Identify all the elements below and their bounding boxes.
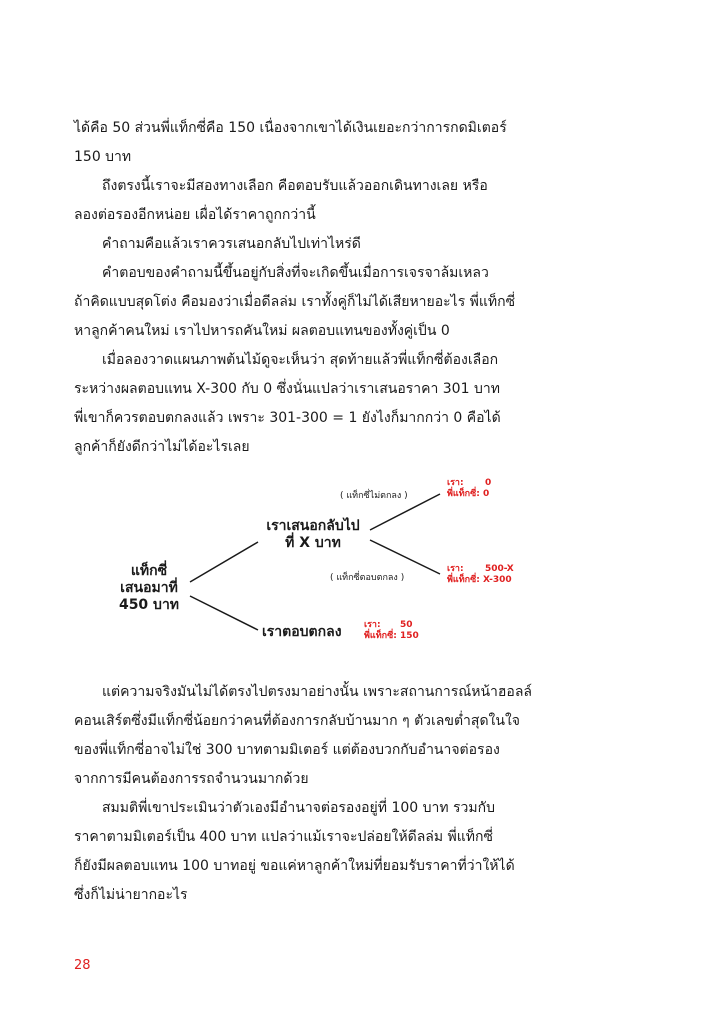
- payoff-taxi-value: 150: [399, 631, 419, 641]
- text-line: คำถามคือแล้วเราควรเสนอกลับไปเท่าไหร่ดี: [102, 236, 361, 252]
- text-line: แต่ความจริงมันไม่ได้ตรงไปตรงมาอย่างนั้น เพราะสถานการณ์หน้าฮอลล์: [102, 684, 532, 700]
- payoff-accept: [364, 620, 419, 642]
- text-line: คำตอบของคำถามนี้ขึ้นอยู่กับสิ่งที่จะเกิดขึ้นเมื่อการเจรจาล้มเหลว: [102, 265, 489, 281]
- payoff-us-label: เรา:: [447, 564, 464, 574]
- paragraph-7: [74, 794, 562, 910]
- edge-root-to-counter: [190, 542, 258, 582]
- root-node: [112, 563, 186, 614]
- accept-node: เราตอบตกลง: [262, 624, 342, 640]
- payoff-taxi-label: พี่แท็กซี่:: [447, 575, 480, 585]
- payoff-us-value: 500-X: [485, 564, 514, 574]
- text-line: จากการมีคนต้องการรถจำนวนมากด้วย: [74, 771, 309, 787]
- payoff-taxi-value: 0: [482, 489, 490, 499]
- text-line: ลูกค้าก็ยังดีกว่าไม่ได้อะไรเลย: [74, 439, 250, 455]
- text-line: ได้คือ 50 ส่วนพี่แท็กซี่คือ 150 เนื่องจากเขาได้เงินเยอะกว่าการกดมิเตอร์: [74, 120, 507, 136]
- text-line: คอนเสิร์ตซึ่งมีแท็กซี่น้อยกว่าคนที่ต้องการกลับบ้านมาก ๆ ตัวเลขต่ำสุดในใจ: [74, 713, 520, 729]
- text-line: ราคาตามมิเตอร์เป็น 400 บาท แปลว่าแม้เราจะปล่อยให้ดีลล่ม พี่แท็กซี่: [74, 829, 493, 845]
- accept-edge-label: ( แท็กซี่ตอบตกลง ): [330, 573, 405, 583]
- text-line: ถึงตรงนี้เราจะมีสองทางเลือก คือตอบรับแล้วออกเดินทางเลย หรือ: [102, 178, 488, 194]
- paragraph-5: [74, 346, 562, 462]
- payoff-counter-accept: [447, 564, 514, 586]
- text-line: ลองต่อรองอีกหน่อย เผื่อได้ราคาถูกกว่านี้: [74, 207, 316, 223]
- text-line: ถ้าคิดแบบสุดโต่ง คือมองว่าเมื่อดีลล่ม เราทั้งคู่ก็ไม่ได้เสียหายอะไร พี่แท็กซี่: [74, 294, 516, 310]
- text-line: เมื่อลองวาดแผนภาพต้นไม้ดูจะเห็นว่า สุดท้ายแล้วพี่แท็กซี่ต้องเลือก: [102, 352, 499, 368]
- payoff-taxi-label: พี่แท็กซี่:: [364, 631, 397, 641]
- text-line: 150 บาท: [74, 149, 132, 165]
- paragraph-6: [74, 678, 562, 794]
- payoff-us-label: เรา:: [364, 620, 381, 630]
- edge-root-to-accept: [190, 596, 258, 630]
- root-node-line: เสนอมาที่: [120, 580, 178, 596]
- paragraph-1: [74, 114, 562, 172]
- text-line: พี่เขาก็ควรตอบตกลงแล้ว เพราะ 301-300 = 1 ยังไงก็มากกว่า 0 คือได้: [74, 410, 501, 426]
- game-tree-diagram: [0, 470, 707, 650]
- root-node-line: แท็กซี่: [130, 563, 168, 579]
- payoff-us-value: 50: [400, 620, 413, 630]
- counter-offer-line: ที่ X บาท: [285, 535, 341, 551]
- reject-edge-label: ( แท็กซี่ไม่ตกลง ): [340, 491, 408, 501]
- payoff-us-label: เรา:: [447, 478, 464, 488]
- paragraph-2: [74, 172, 562, 230]
- text-line: ก็ยังมีผลตอบแทน 100 บาทอยู่ ขอแค่หาลูกค้าใหม่ที่ยอมรับราคาที่ว่าให้ได้: [74, 858, 515, 874]
- page-number: 28: [74, 958, 91, 973]
- payoff-taxi-label: พี่แท็กซี่:: [447, 489, 480, 499]
- paragraph-3: [74, 230, 562, 259]
- counter-offer-line: เราเสนอกลับไป: [266, 518, 360, 534]
- counter-offer-node: [254, 518, 372, 552]
- text-line: ของพี่แท็กซี่อาจไม่ใช่ 300 บาทตามมิเตอร์ แต่ต้องบวกกับอำนาจต่อรอง: [74, 742, 500, 758]
- payoff-taxi-value: X-300: [482, 575, 512, 585]
- edge-counter-to-accept: [370, 540, 440, 574]
- payoff-reject: [447, 478, 491, 500]
- text-line: ระหว่างผลตอบแทน X-300 กับ 0 ซึ่งนั่นแปลว่าเราเสนอราคา 301 บาท: [74, 381, 500, 397]
- paragraph-4: [74, 259, 562, 346]
- payoff-us-value: 0: [485, 478, 492, 488]
- text-line: หาลูกค้าคนใหม่ เราไปหารถคันใหม่ ผลตอบแทนของทั้งคู่เป็น 0: [74, 323, 450, 339]
- text-line: สมมติพี่เขาประเมินว่าตัวเองมีอำนาจต่อรองอยู่ที่ 100 บาท รวมกับ: [102, 800, 496, 816]
- text-line: ซึ่งก็ไม่น่ายากอะไร: [74, 887, 188, 903]
- root-node-line: 450 บาท: [118, 597, 180, 613]
